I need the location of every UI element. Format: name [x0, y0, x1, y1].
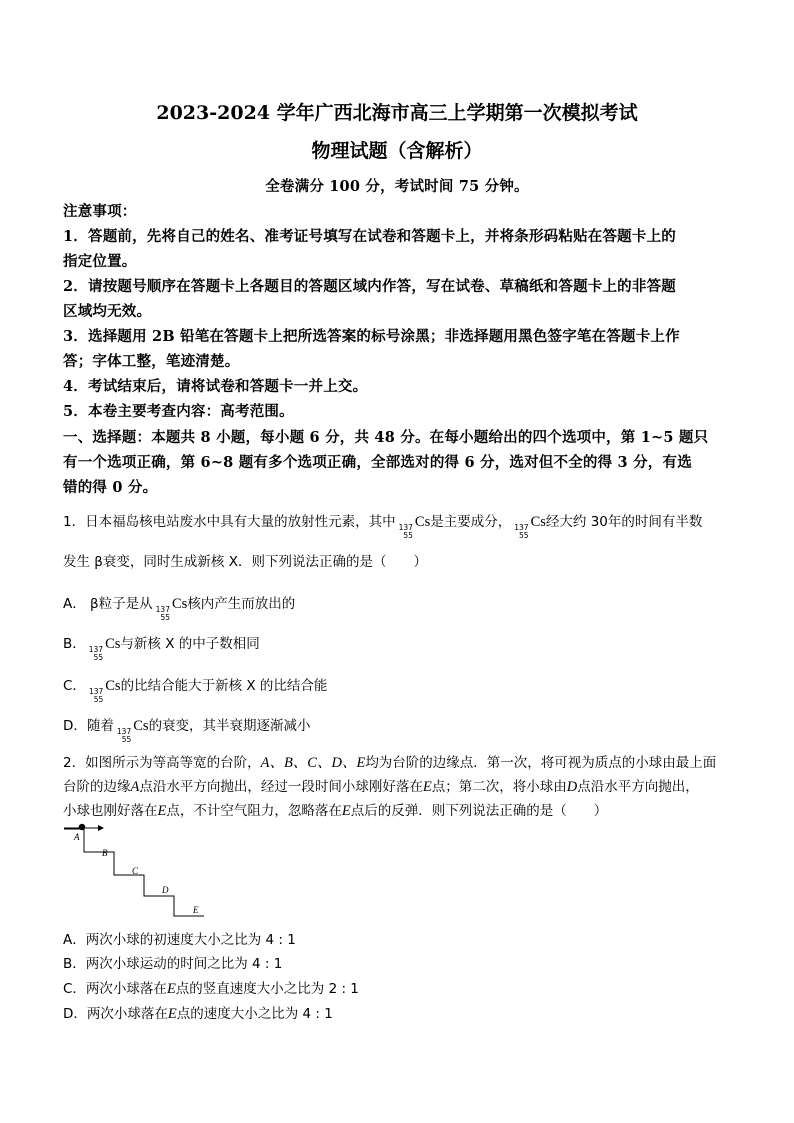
notice-line: 3．选择题用 2B 铅笔在答题卡上把所选答案的标号涂黑；非选择题用黑色签字笔在答题卡上作 — [63, 328, 680, 345]
notice-line: 5．本卷主要考查内容：高考范围。 — [63, 403, 294, 420]
label-e: E — [193, 905, 199, 915]
stairs-figure — [60, 820, 220, 920]
notice-line: 区域均无效。 — [63, 303, 152, 320]
option-d: D．随着 137 55 Cs的衰变，其半衰期逐渐减小 — [63, 718, 311, 744]
exam-subtitle: 物理试题（含解析） — [311, 140, 483, 162]
question-1-stem: 1．日本福岛核电站废水中具有大量的放射性元素，其中 137 55 Cs是主要成分， 137 55 Cs经大约 30年的时间有半数 — [63, 514, 703, 540]
option-c: C．两次小球落在E点的竖直速度大小之比为 2 : 1 — [63, 981, 359, 997]
question-1-stem: 发生 β衰变，同时生成新核 X．则下列说法正确的是（ ） — [63, 554, 427, 570]
notice-line: 答；字体工整，笔迹清楚。 — [63, 353, 240, 370]
option-c: C． 137 55 Cs的比结合能大于新核 X 的比结合能 — [63, 678, 328, 704]
option-a: A．两次小球的初速度大小之比为 4 : 1 — [63, 932, 296, 948]
section-heading: 一、选择题：本题共 8 小题，每小题 6 分，共 48 分。在每小题给出的四个选项中，第 1~5 题只 — [63, 429, 709, 446]
option-b: B． 137 55 Cs与新核 X 的中子数相同 — [63, 636, 260, 662]
launch-arrow-icon — [98, 825, 104, 831]
label-d: D — [162, 885, 169, 895]
question-2-stem: 台阶的边缘A点沿水平方向抛出，经过一段时间小球刚好落在E点；第二次，将小球由D点沿水平方向抛出， — [63, 779, 699, 795]
notice-line: 指定位置。 — [63, 253, 137, 270]
notice-line: 2．请按题号顺序在答题卡上各题目的答题区域内作答，写在试卷、草稿纸和答题卡上的非答题 — [63, 278, 676, 295]
option-a: A． β粒子是从 137 55 Cs核内产生而放出的 — [63, 596, 296, 622]
label-c: C — [132, 866, 139, 876]
notice-heading: 注意事项： — [63, 203, 137, 220]
notice-line: 1．答题前，先将自己的姓名、准考证号填写在试卷和答题卡上，并将条形码粘贴在答题卡上的 — [63, 228, 676, 245]
section-heading: 错的得 0 分。 — [63, 479, 158, 496]
score-note: 全卷满分 100 分，考试时间 75 分钟。 — [265, 178, 529, 195]
label-a: A — [74, 832, 80, 842]
option-d: D．两次小球落在E点的速度大小之比为 4 : 1 — [63, 1006, 333, 1022]
notice-line: 4．考试结束后，请将试卷和答题卡一并上交。 — [63, 378, 368, 395]
question-2-stem: 小球也刚好落在E点，不计空气阻力，忽略落在E点后的反弹．则下列说法正确的是（ ） — [63, 803, 608, 819]
question-2-stem: 2．如图所示为等高等宽的台阶，A、B、C、D、E均为台阶的边缘点．第一次，将可视为质点的小球由最上面 — [63, 755, 717, 771]
option-b: B．两次小球运动的时间之比为 4 : 1 — [63, 956, 283, 972]
exam-title: 2023-2024 学年广西北海市高三上学期第一次模拟考试 — [156, 102, 638, 124]
label-b: B — [102, 848, 108, 858]
section-heading: 有一个选项正确，第 6~8 题有多个选项正确，全部选对的得 6 分，选对但不全的得 3 分，有选 — [63, 454, 692, 471]
